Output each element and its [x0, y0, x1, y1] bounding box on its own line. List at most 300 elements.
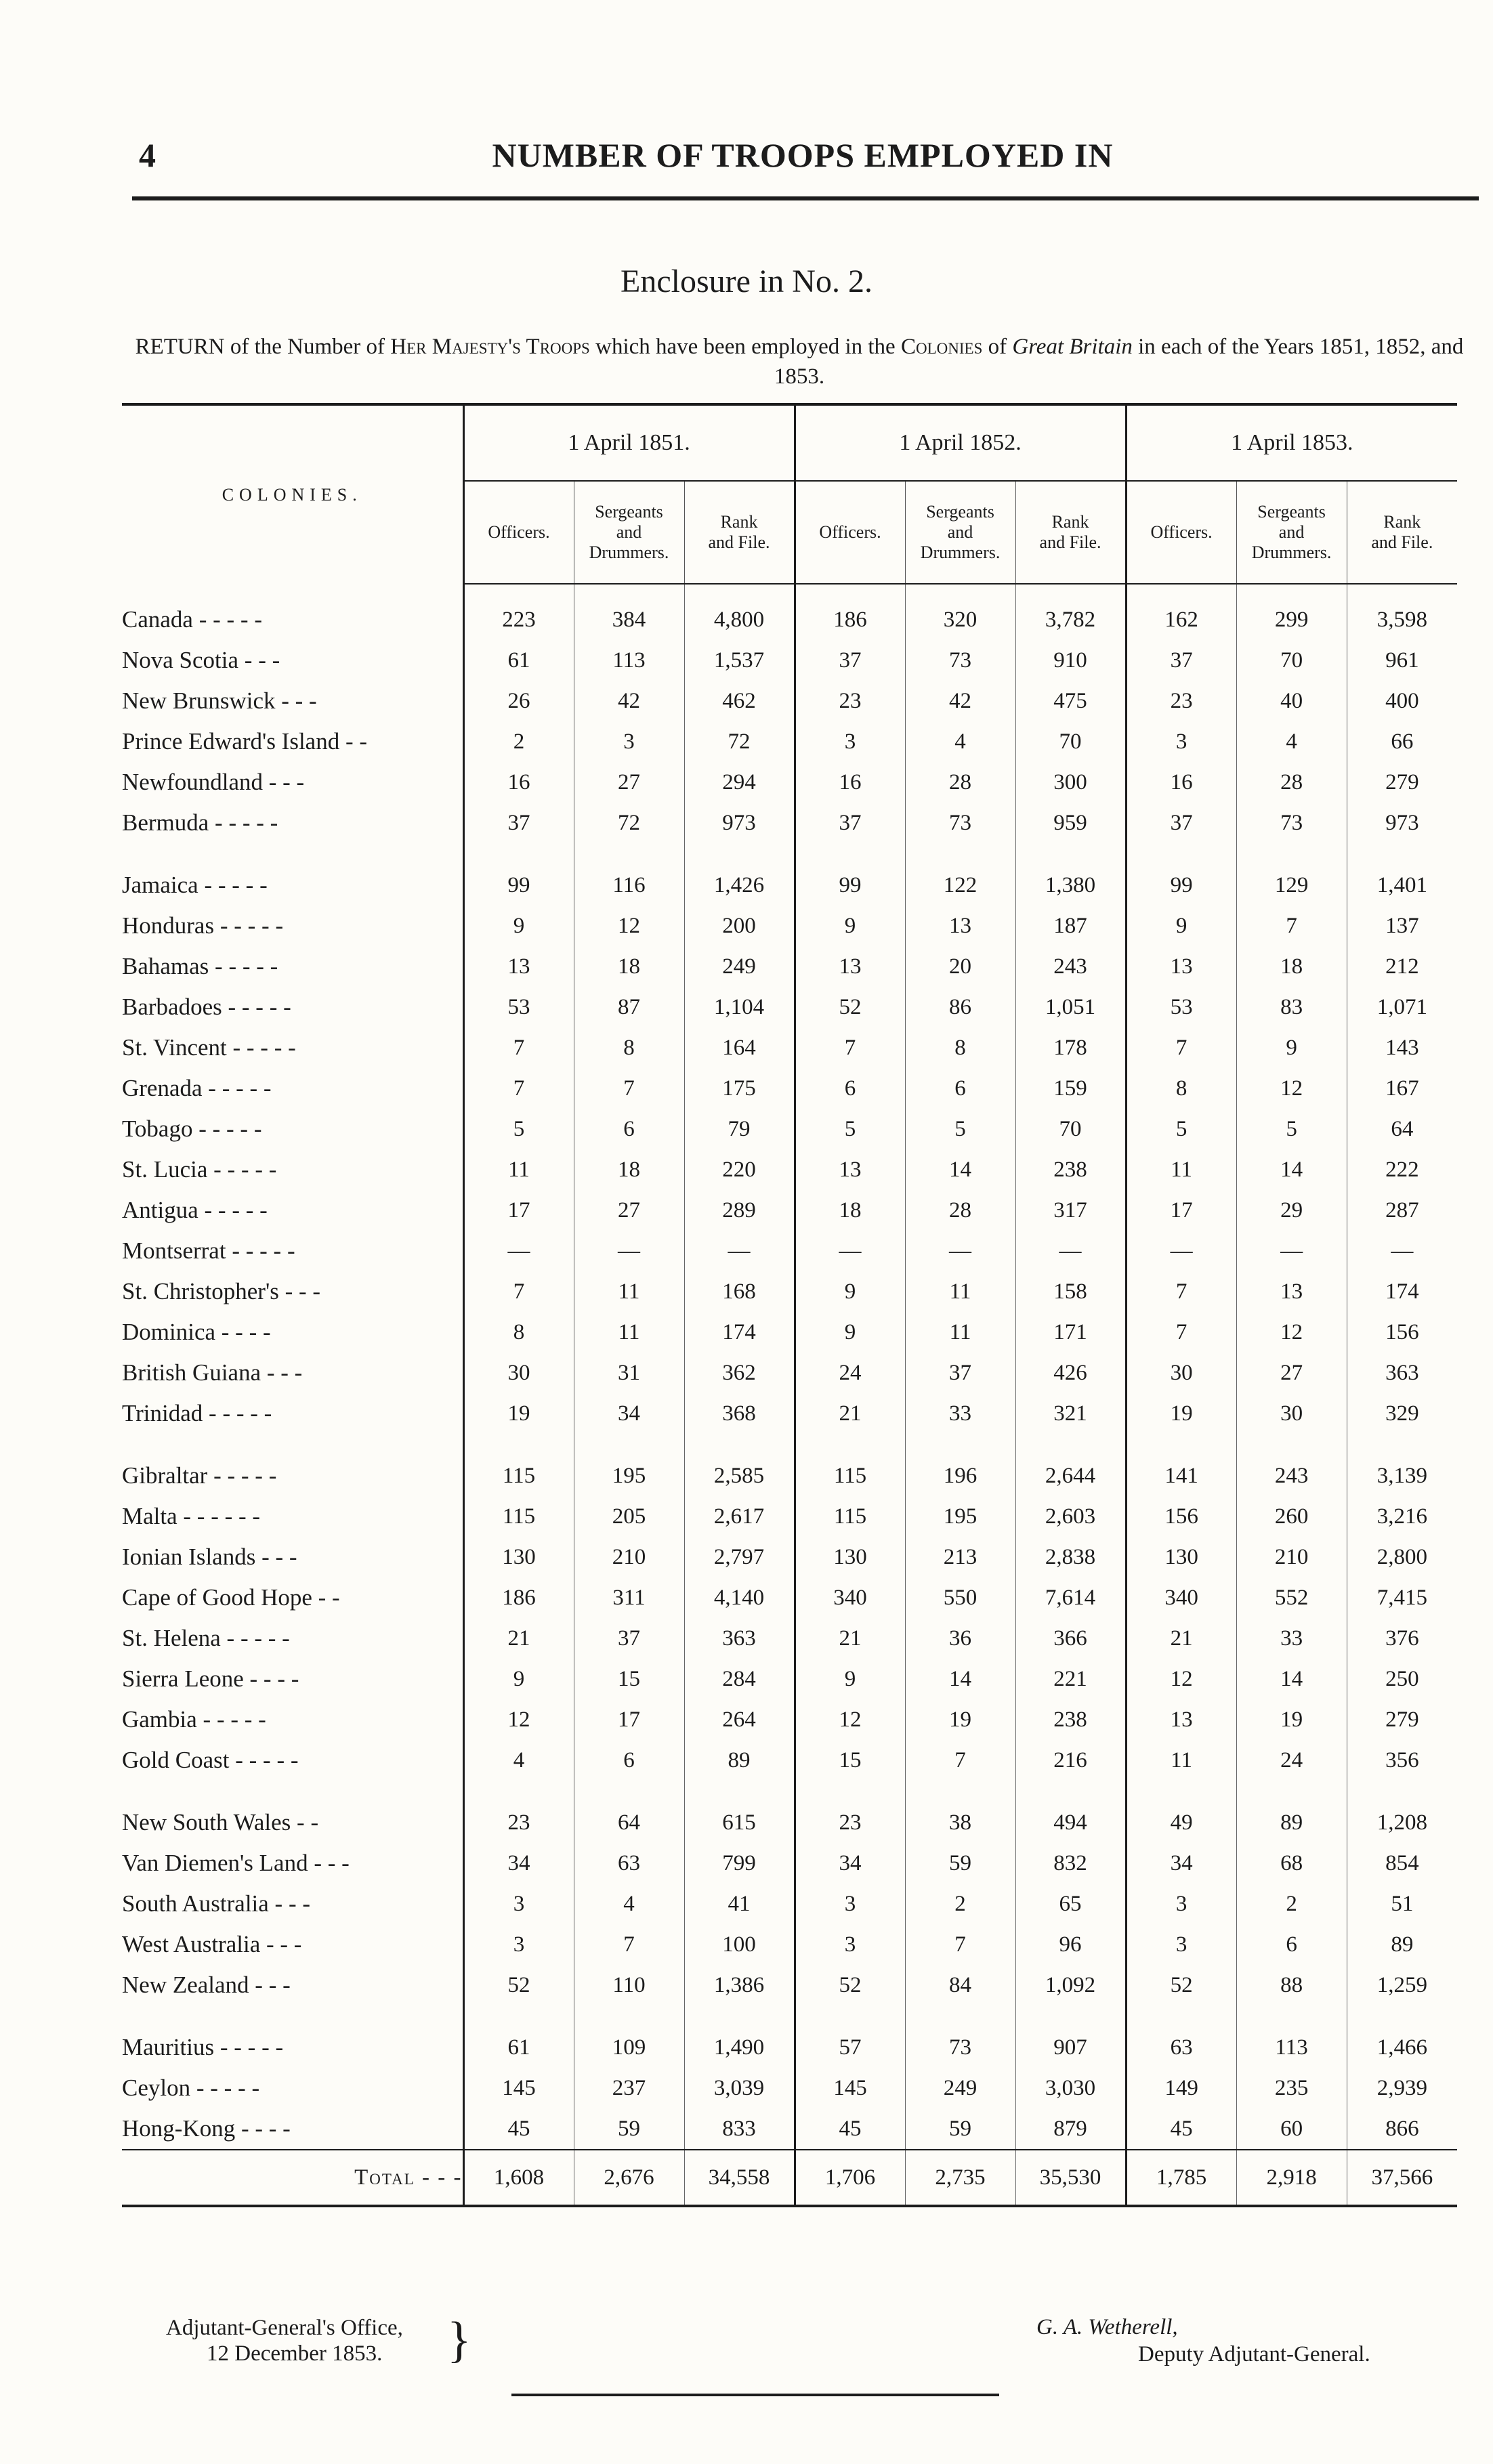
total-cell: 2,676 [574, 2150, 684, 2206]
table-cell: 2 [1236, 1884, 1347, 1924]
subheader-line: Sergeants [926, 502, 994, 522]
table-cell: 86 [905, 987, 1015, 1027]
table-cell: 4 [905, 721, 1015, 762]
table-cell: 167 [1347, 1068, 1457, 1109]
table-cell: 854 [1347, 1843, 1457, 1884]
table-cell: 2,797 [684, 1537, 795, 1577]
subheader-line: Sergeants [595, 502, 663, 522]
table-cell: 65 [1015, 1884, 1126, 1924]
table-cell: 5 [463, 1109, 574, 1149]
table-cell: 1,537 [684, 640, 795, 681]
table-cell: 3 [1126, 1884, 1236, 1924]
table-cell: 12 [1126, 1659, 1236, 1699]
table-cell: 14 [1236, 1659, 1347, 1699]
table-cell: 195 [905, 1496, 1015, 1537]
table-cell: 6 [1236, 1924, 1347, 1965]
colony-name: Cape of Good Hope - - [122, 1577, 463, 1618]
table-cell: 88 [1236, 1965, 1347, 2005]
table-cell: 52 [1126, 1965, 1236, 2005]
table-row [122, 987, 1457, 1027]
table-cell: 9 [463, 1659, 574, 1699]
header-rule [132, 196, 1479, 200]
enclosure-title: Enclosure in No. 2. [621, 263, 872, 299]
table-cell: 475 [1015, 681, 1126, 721]
table-cell: 284 [684, 1659, 795, 1699]
table-cell: 9 [1236, 1027, 1347, 1068]
table-cell: 14 [905, 1149, 1015, 1190]
subheader-line: Sergeants [1257, 502, 1326, 522]
colony-name: Antigua - - - - - [122, 1190, 463, 1231]
table-cell: 21 [1126, 1618, 1236, 1659]
table-cell: 13 [905, 906, 1015, 946]
table-row [122, 1781, 1457, 1843]
subheader-officers [463, 481, 574, 584]
colony-name: St. Helena - - - - - [122, 1618, 463, 1659]
table-row [122, 1659, 1457, 1699]
table-cell: 64 [574, 1781, 684, 1843]
office-block [166, 2315, 403, 2366]
table-cell: 3,139 [1347, 1434, 1457, 1496]
table-cell: 7 [905, 1924, 1015, 1965]
total-cell: 34,558 [684, 2150, 795, 2206]
table-cell: 11 [905, 1271, 1015, 1312]
table-row [122, 2108, 1457, 2150]
table-cell: — [1126, 1231, 1236, 1271]
table-cell: 159 [1015, 1068, 1126, 1109]
table-cell: 36 [905, 1618, 1015, 1659]
table-cell: 973 [684, 803, 795, 843]
table-cell: 30 [1236, 1393, 1347, 1434]
table-cell: 40 [1236, 681, 1347, 721]
table-cell: 426 [1015, 1353, 1126, 1393]
table-cell: 73 [1236, 803, 1347, 843]
table-cell: 113 [1236, 2005, 1347, 2068]
colony-name: New South Wales - - [122, 1781, 463, 1843]
table-cell: 158 [1015, 1271, 1126, 1312]
table-row [122, 1068, 1457, 1109]
subheader-line: Rank [1383, 512, 1421, 532]
table-cell: 45 [463, 2108, 574, 2150]
colony-name: Tobago - - - - - [122, 1109, 463, 1149]
table-cell: 1,386 [684, 1965, 795, 2005]
subheader-line: and File. [708, 532, 770, 552]
table-cell: 363 [1347, 1353, 1457, 1393]
table-cell: 29 [1236, 1190, 1347, 1231]
table-cell: 72 [684, 721, 795, 762]
table-cell: 23 [1126, 681, 1236, 721]
table-cell: 63 [574, 1843, 684, 1884]
table-cell: 260 [1236, 1496, 1347, 1537]
table-cell: 116 [574, 843, 684, 906]
table-cell: 1,104 [684, 987, 795, 1027]
table-cell: 1,259 [1347, 1965, 1457, 2005]
table-cell: 17 [463, 1190, 574, 1231]
table-cell: 212 [1347, 946, 1457, 987]
table-row [122, 1109, 1457, 1149]
colony-name: Bahamas - - - - - [122, 946, 463, 987]
table-cell: 213 [905, 1537, 1015, 1577]
table-cell: 99 [463, 843, 574, 906]
table-cell: 3 [463, 1884, 574, 1924]
table-cell: 23 [795, 1781, 905, 1843]
subheader-rank-and-file [1347, 481, 1457, 584]
table-row [122, 1884, 1457, 1924]
table-row [122, 681, 1457, 721]
office-date: 12 December 1853. [207, 2341, 383, 2366]
table-cell: 1,208 [1347, 1781, 1457, 1843]
table-cell: 60 [1236, 2108, 1347, 2150]
table-cell: 9 [795, 1659, 905, 1699]
table-cell: 3,039 [684, 2068, 795, 2108]
table-cell: 73 [905, 803, 1015, 843]
table-row [122, 1312, 1457, 1353]
table-cell: 294 [684, 762, 795, 803]
table-cell: — [463, 1231, 574, 1271]
table-cell: 130 [795, 1537, 905, 1577]
table-cell: 34 [795, 1843, 905, 1884]
table-cell: 11 [1126, 1149, 1236, 1190]
colony-name: St. Christopher's - - - [122, 1271, 463, 1312]
colony-name: Bermuda - - - - - [122, 803, 463, 843]
total-cell: 37,566 [1347, 2150, 1457, 2206]
table-cell: 205 [574, 1496, 684, 1537]
total-cell: 2,735 [905, 2150, 1015, 2206]
table-cell: 9 [795, 1271, 905, 1312]
subheader-line: Drummers. [589, 543, 669, 562]
table-cell: — [684, 1231, 795, 1271]
table-cell: 21 [795, 1393, 905, 1434]
subheader-rank-and-file [1015, 481, 1126, 584]
table-cell: 16 [463, 762, 574, 803]
table-cell: 73 [905, 640, 1015, 681]
table-cell: 164 [684, 1027, 795, 1068]
table-cell: 238 [1015, 1699, 1126, 1740]
table-cell: 9 [463, 906, 574, 946]
table-cell: 320 [905, 584, 1015, 640]
table-cell: 64 [1347, 1109, 1457, 1149]
table-cell: 49 [1126, 1781, 1236, 1843]
table-cell: 237 [574, 2068, 684, 2108]
table-row [122, 906, 1457, 946]
return-title-great-britain: Great Britain [1012, 335, 1133, 359]
subheader-line: and File. [1039, 532, 1101, 552]
table-cell: 12 [795, 1699, 905, 1740]
table-cell: 23 [795, 681, 905, 721]
table-cell: 141 [1126, 1434, 1236, 1496]
table-cell: 23 [463, 1781, 574, 1843]
table-cell: 12 [1236, 1068, 1347, 1109]
table-cell: 99 [795, 843, 905, 906]
table-cell: 115 [463, 1434, 574, 1496]
table-cell: 2,617 [684, 1496, 795, 1537]
table-cell: 210 [1236, 1537, 1347, 1577]
table-row [122, 1393, 1457, 1434]
table-row [122, 1924, 1457, 1965]
table-cell: 7 [1126, 1027, 1236, 1068]
total-cell: 1,785 [1126, 2150, 1236, 2206]
table-row [122, 1271, 1457, 1312]
table-cell: 41 [684, 1884, 795, 1924]
colony-name: Newfoundland - - - [122, 762, 463, 803]
table-cell: 223 [463, 584, 574, 640]
table-cell: 70 [1015, 1109, 1126, 1149]
table-cell: 26 [463, 681, 574, 721]
table-cell: 42 [905, 681, 1015, 721]
table-cell: 79 [684, 1109, 795, 1149]
office-name: Adjutant-General's Office, [166, 2316, 403, 2340]
subheader-officers [795, 481, 905, 584]
table-cell: 210 [574, 1537, 684, 1577]
table-cell: 7,614 [1015, 1577, 1126, 1618]
colony-name: Canada - - - - - [122, 584, 463, 640]
footer-rule [511, 2394, 999, 2396]
table-cell: 17 [1126, 1190, 1236, 1231]
table-cell: 143 [1347, 1027, 1457, 1068]
subheader-line: Rank [720, 512, 758, 532]
table-cell: 70 [1015, 721, 1126, 762]
table-cell: 6 [905, 1068, 1015, 1109]
colony-name: Van Diemen's Land - - - [122, 1843, 463, 1884]
table-cell: 19 [905, 1699, 1015, 1740]
subheader-line: Drummers. [1251, 543, 1332, 562]
table-cell: 11 [574, 1271, 684, 1312]
table-cell: 3 [463, 1924, 574, 1965]
table-cell: 264 [684, 1699, 795, 1740]
table-cell: 5 [1236, 1109, 1347, 1149]
signer-name: G. A. Wetherell, [1036, 2315, 1178, 2339]
colony-name: Grenada - - - - - [122, 1068, 463, 1109]
table-cell: 70 [1236, 640, 1347, 681]
table-cell: 3 [795, 1884, 905, 1924]
table-cell: 3,216 [1347, 1496, 1457, 1537]
table-cell: 462 [684, 681, 795, 721]
table-row [122, 1699, 1457, 1740]
table-cell: 37 [795, 803, 905, 843]
table-cell: 130 [463, 1537, 574, 1577]
table-cell: 329 [1347, 1393, 1457, 1434]
table-cell: 2 [463, 721, 574, 762]
table-cell: 59 [905, 2108, 1015, 2150]
table-row [122, 1434, 1457, 1496]
table-cell: 30 [463, 1353, 574, 1393]
table-cell: 3,782 [1015, 584, 1126, 640]
table-cell: 366 [1015, 1618, 1126, 1659]
table-cell: — [905, 1231, 1015, 1271]
table-cell: 100 [684, 1924, 795, 1965]
table-cell: 973 [1347, 803, 1457, 843]
colony-name: Jamaica - - - - - [122, 843, 463, 906]
table-cell: 34 [463, 1843, 574, 1884]
table-cell: 7 [574, 1924, 684, 1965]
table-cell: 3,030 [1015, 2068, 1126, 2108]
table-cell: 186 [795, 584, 905, 640]
table-cell: 89 [1236, 1781, 1347, 1843]
page-header [132, 135, 1473, 183]
table-cell: 13 [463, 946, 574, 987]
return-title-part: in each of the Years 1851, 1852, and 1853. [774, 335, 1464, 389]
table-cell: 13 [795, 1149, 905, 1190]
subheader-line: Officers. [488, 522, 550, 542]
table-cell: 3 [574, 721, 684, 762]
table-cell: 195 [574, 1434, 684, 1496]
colony-name: Hong-Kong - - - - [122, 2108, 463, 2150]
return-title-part: which have been employed in the [589, 335, 901, 359]
colony-name: Gambia - - - - - [122, 1699, 463, 1740]
year-header-1853: 1 April 1853. [1126, 404, 1457, 481]
table-cell: 3 [1126, 721, 1236, 762]
table-cell: 122 [905, 843, 1015, 906]
table-cell: 7 [463, 1027, 574, 1068]
table-row [122, 1843, 1457, 1884]
subheader-sergeants-drummers [1236, 481, 1347, 584]
table-cell: 20 [905, 946, 1015, 987]
colony-name: Nova Scotia - - - [122, 640, 463, 681]
colony-name: Montserrat - - - - - [122, 1231, 463, 1271]
table-cell: 45 [1126, 2108, 1236, 2150]
table-cell: 243 [1236, 1434, 1347, 1496]
colony-name: St. Lucia - - - - - [122, 1149, 463, 1190]
table-cell: 37 [1126, 803, 1236, 843]
table-cell: 53 [463, 987, 574, 1027]
colony-name: New Zealand - - - [122, 1965, 463, 2005]
table-cell: 178 [1015, 1027, 1126, 1068]
table-cell: 168 [684, 1271, 795, 1312]
table-cell: 14 [905, 1659, 1015, 1699]
table-cell: 137 [1347, 906, 1457, 946]
table-cell: 174 [1347, 1271, 1457, 1312]
table-row [122, 946, 1457, 987]
table-cell: 7 [1236, 906, 1347, 946]
table-cell: 7 [1126, 1312, 1236, 1353]
table-cell: 1,380 [1015, 843, 1126, 906]
table-cell: 87 [574, 987, 684, 1027]
table-cell: 89 [1347, 1924, 1457, 1965]
total-label-text: Total - - - [354, 2165, 463, 2190]
table-cell: 321 [1015, 1393, 1126, 1434]
table-cell: 7 [1126, 1271, 1236, 1312]
table-cell: 2,644 [1015, 1434, 1126, 1496]
table-cell: 59 [574, 2108, 684, 2150]
table-cell: 12 [574, 906, 684, 946]
table-cell: 96 [1015, 1924, 1126, 1965]
table-cell: 4,800 [684, 584, 795, 640]
table-cell: 200 [684, 906, 795, 946]
table-cell: 27 [574, 1190, 684, 1231]
table-cell: 45 [795, 2108, 905, 2150]
total-cell: 2,918 [1236, 2150, 1347, 2206]
table-row [122, 1577, 1457, 1618]
table-cell: 384 [574, 584, 684, 640]
table-cell: 37 [795, 640, 905, 681]
table-cell: 145 [795, 2068, 905, 2108]
table-cell: 6 [574, 1740, 684, 1781]
table-cell: 17 [574, 1699, 684, 1740]
table-cell: 61 [463, 2005, 574, 2068]
table-cell: 28 [905, 762, 1015, 803]
table-cell: 311 [574, 1577, 684, 1618]
table-cell: 73 [905, 2005, 1015, 2068]
table-cell: 7 [463, 1068, 574, 1109]
subheader-line: Officers. [819, 522, 881, 542]
table-cell: 84 [905, 1965, 1015, 2005]
table-cell: 19 [463, 1393, 574, 1434]
table-cell: 14 [1236, 1149, 1347, 1190]
table-cell: 83 [1236, 987, 1347, 1027]
table-row [122, 2068, 1457, 2108]
table-cell: 615 [684, 1781, 795, 1843]
colony-name: Mauritius - - - - - [122, 2005, 463, 2068]
table-cell: 18 [1236, 946, 1347, 987]
colony-name: Gibraltar - - - - - [122, 1434, 463, 1496]
table-cell: 42 [574, 681, 684, 721]
table-row [122, 1740, 1457, 1781]
table-cell: 3 [795, 1924, 905, 1965]
table-cell: 2,939 [1347, 2068, 1457, 2108]
table-row [122, 1353, 1457, 1393]
table-row [122, 1149, 1457, 1190]
table-cell: 220 [684, 1149, 795, 1190]
table-cell: 13 [1236, 1271, 1347, 1312]
table-cell: — [1347, 1231, 1457, 1271]
table-cell: 53 [1126, 987, 1236, 1027]
table-cell: 27 [1236, 1353, 1347, 1393]
table-row [122, 1190, 1457, 1231]
running-title: NUMBER OF TROOPS EMPLOYED IN [492, 136, 1114, 174]
table-cell: 113 [574, 640, 684, 681]
colony-name: Prince Edward's Island - - [122, 721, 463, 762]
table-cell: 38 [905, 1781, 1015, 1843]
table-cell: 34 [574, 1393, 684, 1434]
table-cell: 129 [1236, 843, 1347, 906]
table-cell: 115 [463, 1496, 574, 1537]
table-cell: 11 [1126, 1740, 1236, 1781]
brace-glyph: } [447, 2312, 471, 2368]
colony-name: Barbadoes - - - - - [122, 987, 463, 1027]
table-cell: 1,466 [1347, 2005, 1457, 2068]
table-cell: 1,401 [1347, 843, 1457, 906]
table-cell: 799 [684, 1843, 795, 1884]
table-cell: 19 [1236, 1699, 1347, 1740]
subheader-line: and [616, 522, 642, 542]
table-cell: 550 [905, 1577, 1015, 1618]
table-cell: 300 [1015, 762, 1126, 803]
colony-name: New Brunswick - - - [122, 681, 463, 721]
total-cell: 35,530 [1015, 2150, 1126, 2206]
table-cell: 238 [1015, 1149, 1126, 1190]
colonies-column-header: COLONIES. [122, 404, 463, 584]
table-cell: 89 [684, 1740, 795, 1781]
table-cell: 5 [905, 1109, 1015, 1149]
page-number: 4 [139, 136, 156, 174]
colony-name: Ceylon - - - - - [122, 2068, 463, 2108]
colony-name: British Guiana - - - [122, 1353, 463, 1393]
table-cell: 162 [1126, 584, 1236, 640]
table-cell: 33 [1236, 1618, 1347, 1659]
table-cell: 5 [1126, 1109, 1236, 1149]
subheader-line: Officers. [1150, 522, 1213, 542]
table-cell: 299 [1236, 584, 1347, 640]
table-cell: 376 [1347, 1618, 1457, 1659]
table-cell: 8 [905, 1027, 1015, 1068]
table-cell: 16 [1126, 762, 1236, 803]
colony-name: St. Vincent - - - - - [122, 1027, 463, 1068]
table-cell: 24 [1236, 1740, 1347, 1781]
subheader-line: Rank [1051, 512, 1089, 532]
table-cell: 37 [905, 1353, 1015, 1393]
table-cell: 221 [1015, 1659, 1126, 1699]
table-row [122, 1231, 1457, 1271]
table-cell: 171 [1015, 1312, 1126, 1353]
